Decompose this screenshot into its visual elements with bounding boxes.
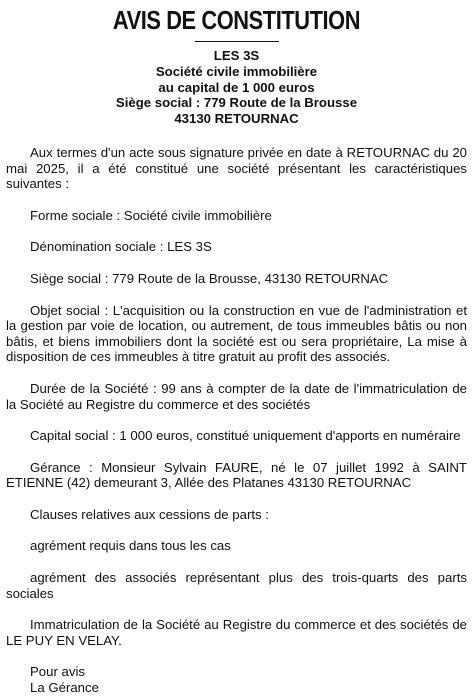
- paragraph-capital: Capital social : 1 000 euros, constitué uniquement d'apports en numéraire: [30, 428, 461, 444]
- company-city: 43130 RETOURNAC: [174, 111, 299, 127]
- company-form: Société civile immobilière: [155, 63, 318, 79]
- paragraph-duree: Durée de la Société : 99 ans à compter de la date de l'immatriculation de la Société au Registre du commerce et des sociétés: [6, 380, 467, 412]
- paragraph-clauses: Clauses relatives aux cessions de parts :: [30, 506, 269, 522]
- paragraph-denomination: Dénomination sociale : LES 3S: [30, 239, 212, 255]
- company-address: Siège social : 779 Route de la Brousse: [115, 95, 358, 111]
- closing-gerance: La Gérance: [30, 680, 99, 696]
- closing-pour-avis: Pour avis: [30, 664, 85, 680]
- paragraph-intro: Aux termes d'un acte sous signature privée en date à RETOURNAC du 20 mai 2025, il a été constitué une société présentant les caractéristiques suivantes :: [6, 144, 467, 192]
- company-capital: au capital de 1 000 euros: [158, 79, 315, 95]
- paragraph-gerance: Gérance : Monsieur Sylvain FAURE, né le 07 juillet 1992 à SAINT ETIENNE (42) demeurant 3, Allée des Platanes 43130 RETOURNAC: [6, 459, 467, 491]
- paragraph-agrement-associes: agrément des associés représentant plus des trois-quarts des parts sociales: [6, 570, 467, 601]
- paragraph-objet-social: Objet social : L'acquisition ou la construction en vue de l'administration et la gestion par voie de location, ou autrement, de tous immeubles bâtis ou non bâtis, et biens immobiliers dont la société est ou sera propriétaire, La mise à disposition de ces immeubles à titre gratuit au profit des associés.: [6, 302, 467, 365]
- paragraph-siege-social: Siège social : 779 Route de la Brousse, 43130 RETOURNAC: [30, 270, 389, 286]
- paragraph-immatriculation: Immatriculation de la Société au Registre du commerce et des sociétés de LE PUY EN VELAY.: [6, 617, 467, 648]
- notice-title: AVIS DE CONSTITUTION: [112, 5, 361, 35]
- title-divider: [195, 41, 279, 42]
- paragraph-forme-sociale: Forme sociale : Société civile immobilière: [30, 207, 272, 223]
- paragraph-agrement-requis: agrément requis dans tous les cas: [30, 538, 231, 554]
- notice-body: [6, 145, 467, 648]
- closing-signature: [6, 664, 467, 695]
- company-name: LES 3S: [213, 48, 260, 63]
- company-header: [6, 48, 467, 127]
